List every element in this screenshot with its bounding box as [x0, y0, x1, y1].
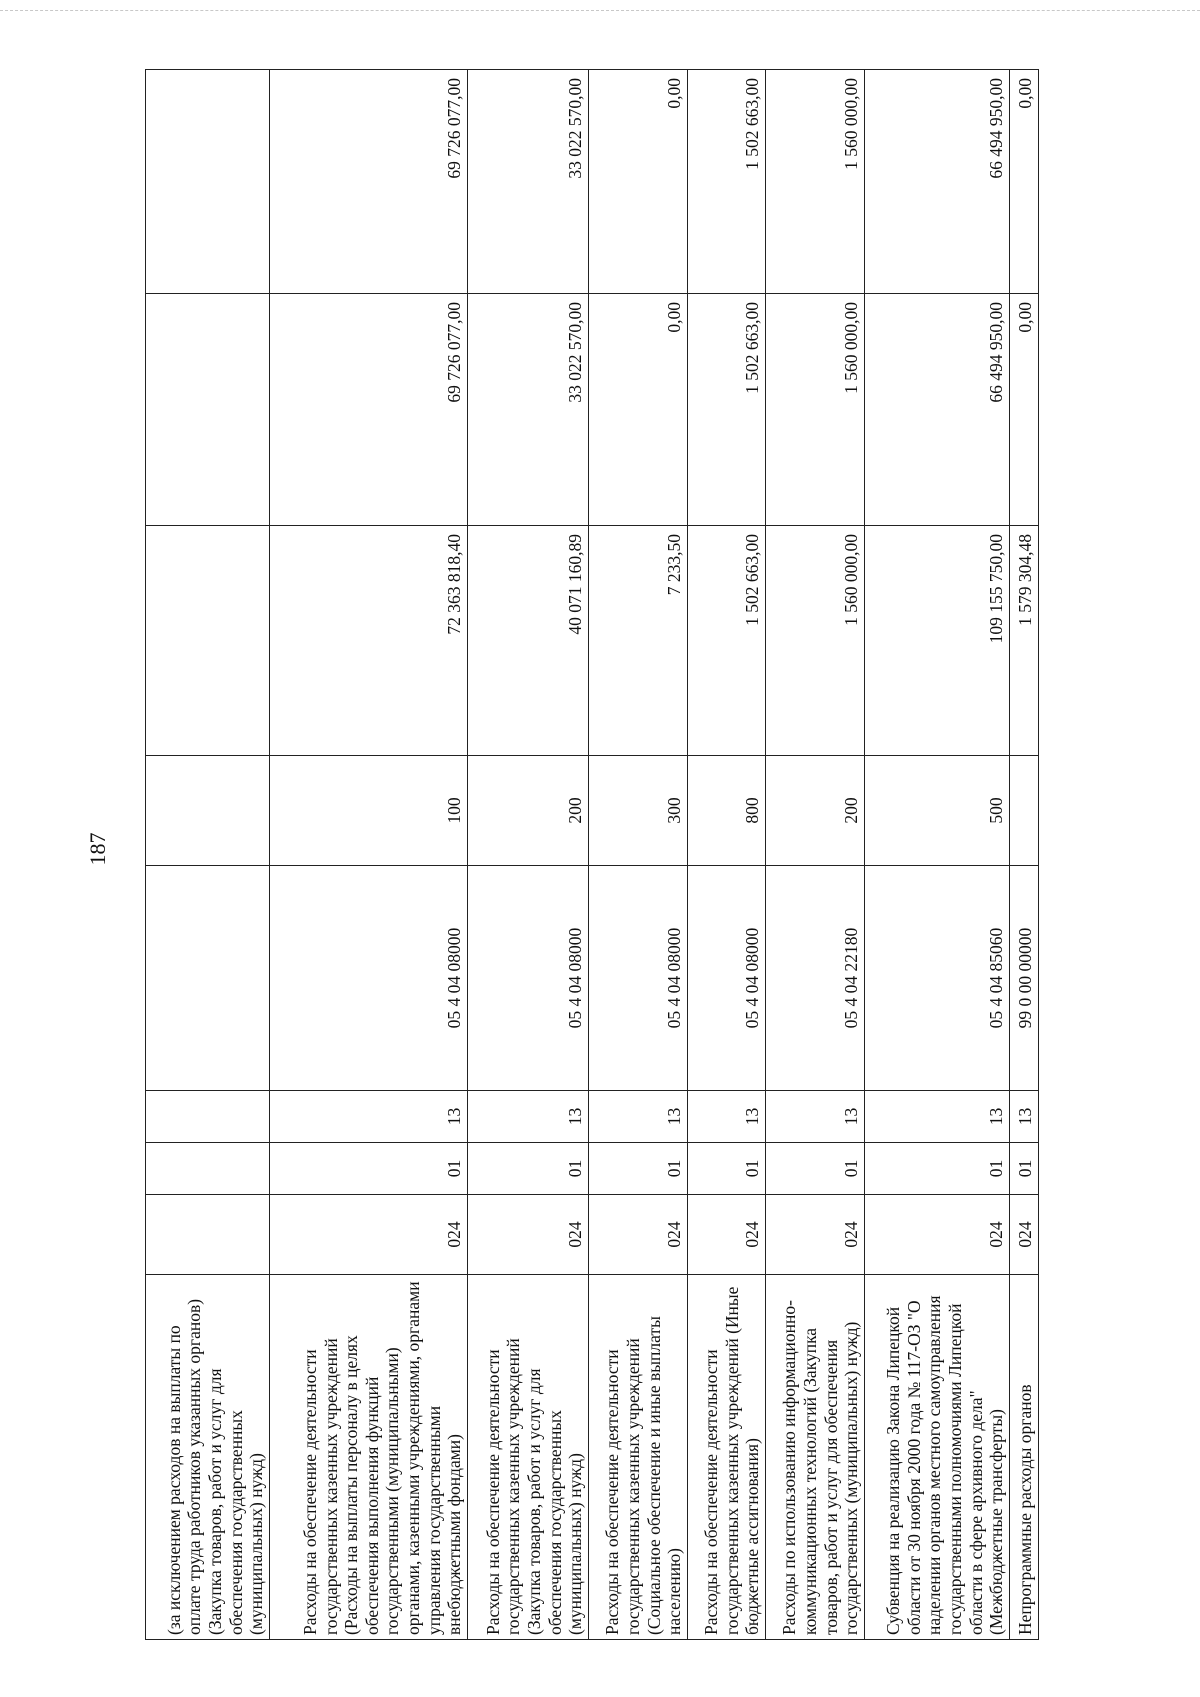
- amount-1: 7 233,50: [589, 526, 688, 756]
- table-row: [468, 70, 589, 1640]
- amount-2: 0,00: [1010, 294, 1039, 526]
- budget-table-rotated: [145, 70, 1090, 1640]
- section-code: 01: [589, 1143, 688, 1195]
- row-description: Субвенция на реализацию Закона Липецкой области от 30 ноября 2000 года № 117-ОЗ "О наделении органов местного самоуправления государственными полномочиями Липецкой области в сфере архивного дела" (Межбюджетные трансферты): [865, 1275, 1010, 1640]
- table-row: [589, 70, 688, 1640]
- amount-3: 33 022 570,00: [468, 70, 589, 294]
- section-code: 01: [865, 1143, 1010, 1195]
- amount-2: [146, 294, 270, 526]
- expense-type-code: [146, 756, 270, 866]
- ved-code: 024: [688, 1195, 766, 1275]
- subsection-code: 13: [270, 1091, 468, 1143]
- amount-2: 66 494 950,00: [865, 294, 1010, 526]
- amount-2: 1 560 000,00: [766, 294, 865, 526]
- expense-type-code: 500: [865, 756, 1010, 866]
- ved-code: 024: [270, 1195, 468, 1275]
- section-code: [146, 1143, 270, 1195]
- table-row: [146, 70, 270, 1640]
- target-article-code: 99 0 00 00000: [1010, 866, 1039, 1091]
- amount-1: 1 502 663,00: [688, 526, 766, 756]
- expense-type-code: 100: [270, 756, 468, 866]
- section-code: 01: [1010, 1143, 1039, 1195]
- expense-type-code: 300: [589, 756, 688, 866]
- subsection-code: 13: [468, 1091, 589, 1143]
- expense-type-code: 200: [468, 756, 589, 866]
- expense-type-code: [1010, 756, 1039, 866]
- target-article-code: [146, 866, 270, 1091]
- row-description: (за исключением расходов на выплаты по оплате труда работников указанных органов) (Закупка товаров, работ и услуг для обеспечения государственных (муниципальных) нужд): [146, 1275, 270, 1640]
- target-article-code: 05 4 04 08000: [589, 866, 688, 1091]
- ved-code: 024: [766, 1195, 865, 1275]
- section-code: 01: [688, 1143, 766, 1195]
- row-description: Непрограммные расходы органов: [1010, 1275, 1039, 1640]
- ved-code: 024: [1010, 1195, 1039, 1275]
- amount-1: 1 579 304,48: [1010, 526, 1039, 756]
- target-article-code: 05 4 04 08000: [688, 866, 766, 1091]
- amount-2: 69 726 077,00: [270, 294, 468, 526]
- amount-3: 69 726 077,00: [270, 70, 468, 294]
- amount-3: 0,00: [589, 70, 688, 294]
- scan-edge-line: [0, 10, 1200, 11]
- amount-2: 0,00: [589, 294, 688, 526]
- table-row: [270, 70, 468, 1640]
- target-article-code: 05 4 04 08000: [270, 866, 468, 1091]
- page-number: [83, 832, 113, 866]
- table-row: [766, 70, 865, 1640]
- ved-code: [146, 1195, 270, 1275]
- subsection-code: 13: [688, 1091, 766, 1143]
- row-description: Расходы по использованию информационно-коммуникационных технологий (Закупка товаров, работ и услуг для обеспечения государственных (муниципальных) нужд): [766, 1275, 865, 1640]
- amount-3: 1 560 000,00: [766, 70, 865, 294]
- amount-1: 109 155 750,00: [865, 526, 1010, 756]
- amount-2: 33 022 570,00: [468, 294, 589, 526]
- expense-type-code: 800: [688, 756, 766, 866]
- subsection-code: 13: [865, 1091, 1010, 1143]
- amount-1: [146, 526, 270, 756]
- target-article-code: 05 4 04 08000: [468, 866, 589, 1091]
- amount-3: [146, 70, 270, 294]
- ved-code: 024: [468, 1195, 589, 1275]
- budget-table: [145, 69, 1039, 1640]
- amount-1: 1 560 000,00: [766, 526, 865, 756]
- row-description: Расходы на обеспечение деятельности государственных казенных учреждений (Расходы на выплаты персоналу в целях обеспечения выполнения функций государственными (муниципальными) органами, казенными учреждениями, органами управления государственными внебюджетными фондами): [270, 1275, 468, 1640]
- amount-2: 1 502 663,00: [688, 294, 766, 526]
- row-description: Расходы на обеспечение деятельности государственных казенных учреждений (Иные бюджетные ассигнования): [688, 1275, 766, 1640]
- section-code: 01: [270, 1143, 468, 1195]
- subsection-code: 13: [766, 1091, 865, 1143]
- ved-code: 024: [589, 1195, 688, 1275]
- row-description: Расходы на обеспечение деятельности государственных казенных учреждений (Закупка товаров, работ и услуг для обеспечения государственных (муниципальных) нужд): [468, 1275, 589, 1640]
- subsection-code: 13: [1010, 1091, 1039, 1143]
- expense-type-code: 200: [766, 756, 865, 866]
- amount-3: 0,00: [1010, 70, 1039, 294]
- page-number-text: 187: [85, 832, 110, 866]
- subsection-code: 13: [589, 1091, 688, 1143]
- table-row: [1010, 70, 1039, 1640]
- table-row: [865, 70, 1010, 1640]
- amount-1: 72 363 818,40: [270, 526, 468, 756]
- amount-3: 66 494 950,00: [865, 70, 1010, 294]
- section-code: 01: [468, 1143, 589, 1195]
- table-row: [688, 70, 766, 1640]
- subsection-code: [146, 1091, 270, 1143]
- row-description: Расходы на обеспечение деятельности государственных казенных учреждений (Социальное обеспечение и иные выплаты населению): [589, 1275, 688, 1640]
- amount-3: 1 502 663,00: [688, 70, 766, 294]
- target-article-code: 05 4 04 22180: [766, 866, 865, 1091]
- section-code: 01: [766, 1143, 865, 1195]
- ved-code: 024: [865, 1195, 1010, 1275]
- target-article-code: 05 4 04 85060: [865, 866, 1010, 1091]
- amount-1: 40 071 160,89: [468, 526, 589, 756]
